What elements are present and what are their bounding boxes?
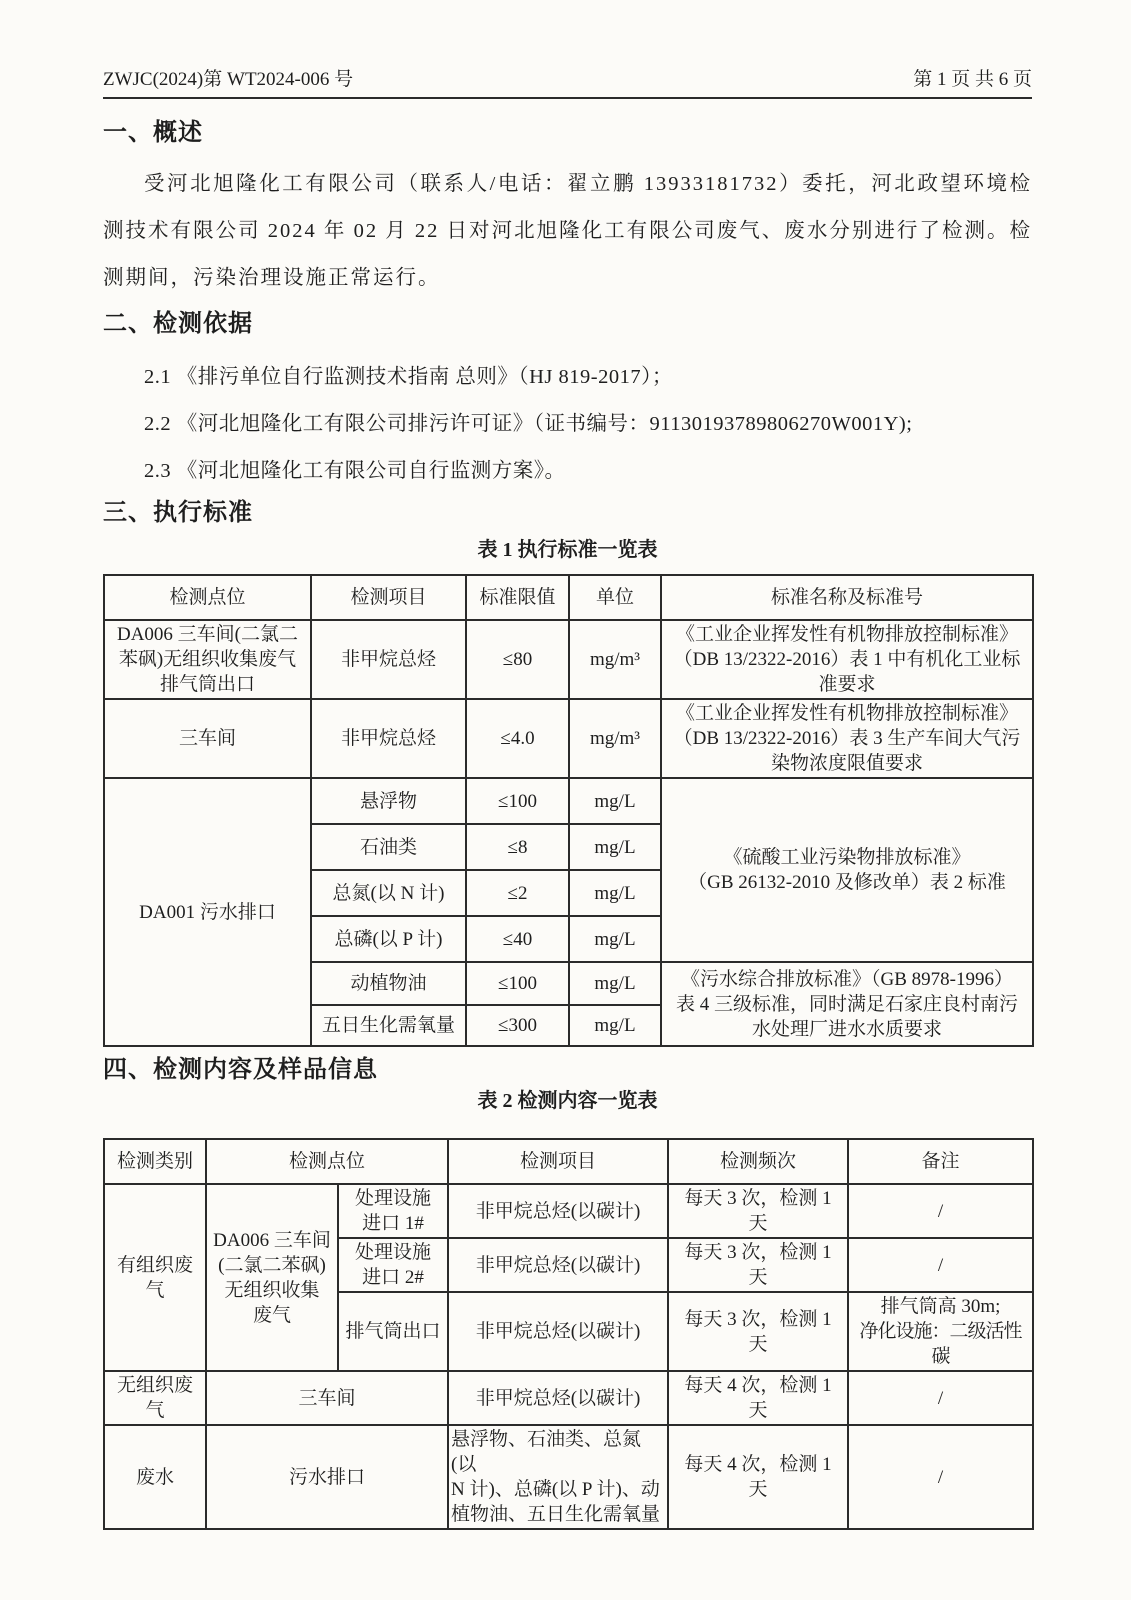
cell-remark: / bbox=[848, 1425, 1033, 1529]
text-line: 染物浓度限值要求 bbox=[770, 753, 923, 774]
text-line: DA006 三车间 bbox=[213, 1229, 331, 1251]
table-row bbox=[104, 1425, 1033, 1529]
cell-unit: mg/L bbox=[569, 824, 661, 870]
cell-item: 非甲烷总烃(以碳计) bbox=[448, 1184, 668, 1238]
cell-item: 石油类 bbox=[311, 824, 466, 870]
table1-caption: 表 1 执行标准一览表 bbox=[477, 539, 658, 561]
text-line: 表 4 三级标准，同时满足石家庄良村南污 bbox=[675, 993, 1018, 1015]
cell-item: 五日生化需氧量 bbox=[311, 1005, 466, 1046]
text-line: 《工业企业挥发性有机物排放控制标准》 bbox=[675, 624, 1018, 645]
cell-unit: mg/L bbox=[569, 870, 661, 916]
reference-item-2: 2.2 《河北旭隆化工有限公司排污许可证》（证书编号：91130193789806270W001Y); bbox=[144, 413, 913, 435]
cell-remark: / bbox=[848, 1371, 1033, 1425]
text-line: 《污水综合排放标准》（GB 8978-1996） bbox=[681, 968, 1013, 990]
cell-item: 总磷(以 P 计) bbox=[311, 916, 466, 962]
cell-limit: ≤2 bbox=[466, 870, 569, 916]
table2-content bbox=[103, 1138, 1034, 1530]
table-row bbox=[104, 1371, 1033, 1425]
cell-unit: mg/L bbox=[569, 916, 661, 962]
cell-category: 废水 bbox=[104, 1425, 206, 1529]
table2-header-row bbox=[104, 1139, 1033, 1184]
cell-item bbox=[448, 1425, 668, 1529]
doc-number: ZWJC(2024)第 WT2024-006 号 bbox=[103, 69, 354, 90]
cell-item: 非甲烷总烃(以碳计) bbox=[448, 1292, 668, 1371]
table-row bbox=[104, 620, 1033, 699]
cell-frequency: 每天 4 次，检测 1 天 bbox=[668, 1425, 848, 1529]
section1-paragraph: 受河北旭隆化工有限公司（联系人/电话：翟立鹏 13933181732）委托，河北政望环境检测技术有限公司 2024 年 02 月 22 日对河北旭隆化工有限公司废气、废水分别进行了检测。检测期间，污染治理设施正常运行。 bbox=[103, 173, 1032, 289]
text-line: 废气 bbox=[252, 1304, 291, 1326]
cell-sub-point bbox=[338, 1184, 448, 1238]
text-line: 处理设施 bbox=[355, 1188, 432, 1209]
text-line: 排气筒出口 bbox=[159, 674, 255, 695]
text-line: 无组织收集 bbox=[224, 1279, 320, 1301]
cell-point-main bbox=[206, 1184, 338, 1371]
cell-sub-point: 排气筒出口 bbox=[338, 1292, 448, 1371]
col-header-limit: 标准限值 bbox=[466, 575, 569, 620]
text-line: 《工业企业挥发性有机物排放控制标准》 bbox=[675, 703, 1018, 724]
cell-standard bbox=[661, 778, 1033, 962]
text-line: 植物油、五日生化需氧量 bbox=[451, 1504, 661, 1525]
text-line: 《硫酸工业污染物排放标准》 bbox=[723, 847, 971, 868]
text-line: 净化设施：二级活性碳 bbox=[859, 1321, 1022, 1367]
col-header-point: 检测点位 bbox=[104, 575, 311, 620]
cell-remark bbox=[848, 1292, 1033, 1371]
col-header-item: 检测项目 bbox=[448, 1139, 668, 1184]
cell-point: 三车间 bbox=[206, 1371, 448, 1425]
cell-unit: mg/L bbox=[569, 1005, 661, 1046]
col-header-standard: 标准名称及标准号 bbox=[661, 575, 1033, 620]
col-header-point: 检测点位 bbox=[206, 1139, 448, 1184]
text-line: 排气筒高 30m; bbox=[880, 1296, 1001, 1317]
cell-unit: mg/L bbox=[569, 778, 661, 824]
cell-unit: mg/L bbox=[569, 962, 661, 1005]
col-header-frequency: 检测频次 bbox=[668, 1139, 848, 1184]
section1-title: 一、概述 bbox=[103, 120, 203, 146]
cell-item: 非甲烷总烃 bbox=[311, 620, 466, 699]
text-line: 悬浮物、石油类、总氮(以 bbox=[451, 1429, 642, 1475]
text-line: （DB 13/2322-2016）表 1 中有机化工业标 bbox=[673, 649, 1021, 670]
text-line: (二氯二苯砜) bbox=[218, 1254, 326, 1276]
page-header bbox=[103, 68, 1032, 99]
cell-standard bbox=[661, 962, 1033, 1046]
cell-category: 有组织废气 bbox=[104, 1184, 206, 1371]
cell-limit: ≤300 bbox=[466, 1005, 569, 1046]
cell-standard bbox=[661, 620, 1033, 699]
text-line: 进口 1# bbox=[362, 1213, 424, 1234]
text-line: N 计)、总磷(以 P 计)、动 bbox=[451, 1479, 660, 1500]
col-header-unit: 单位 bbox=[569, 575, 661, 620]
cell-sub-point bbox=[338, 1238, 448, 1292]
table1-standards bbox=[103, 574, 1034, 1047]
cell-limit: ≤40 bbox=[466, 916, 569, 962]
table-row bbox=[104, 699, 1033, 778]
cell-remark: / bbox=[848, 1184, 1033, 1238]
text-line: 准要求 bbox=[818, 674, 876, 695]
section3-title: 三、执行标准 bbox=[103, 500, 253, 526]
cell-unit: mg/m³ bbox=[569, 699, 661, 778]
cell-remark: / bbox=[848, 1238, 1033, 1292]
cell-frequency: 每天 3 次，检测 1 天 bbox=[668, 1238, 848, 1292]
cell-frequency: 每天 3 次，检测 1 天 bbox=[668, 1292, 848, 1371]
reference-item-1: 2.1 《排污单位自行监测技术指南 总则》（HJ 819-2017）； bbox=[144, 366, 673, 388]
cell-item: 总氮(以 N 计) bbox=[311, 870, 466, 916]
text-line: （DB 13/2322-2016）表 3 生产车间大气污 bbox=[673, 728, 1021, 749]
cell-point: 污水排口 bbox=[206, 1425, 448, 1529]
reference-item-3: 2.3 《河北旭隆化工有限公司自行监测方案》。 bbox=[144, 460, 566, 482]
text-line: 水处理厂进水水质要求 bbox=[751, 1018, 942, 1040]
table-row bbox=[104, 1184, 1033, 1238]
cell-point bbox=[104, 620, 311, 699]
cell-item: 非甲烷总烃(以碳计) bbox=[448, 1238, 668, 1292]
text-line: 处理设施 bbox=[355, 1242, 432, 1263]
table-row bbox=[104, 778, 1033, 824]
table1-header-row bbox=[104, 575, 1033, 620]
cell-point: 三车间 bbox=[104, 699, 311, 778]
cell-standard bbox=[661, 699, 1033, 778]
page-indicator: 第 1 页 共 6 页 bbox=[913, 69, 1032, 90]
cell-unit: mg/m³ bbox=[569, 620, 661, 699]
table2-caption: 表 2 检测内容一览表 bbox=[477, 1090, 658, 1112]
cell-item: 非甲烷总烃 bbox=[311, 699, 466, 778]
cell-limit: ≤100 bbox=[466, 962, 569, 1005]
section4-title: 四、检测内容及样品信息 bbox=[103, 1057, 378, 1083]
cell-limit: ≤100 bbox=[466, 778, 569, 824]
cell-point-da001: DA001 污水排口 bbox=[104, 778, 311, 1046]
cell-item: 动植物油 bbox=[311, 962, 466, 1005]
cell-item: 悬浮物 bbox=[311, 778, 466, 824]
cell-category: 无组织废气 bbox=[104, 1371, 206, 1425]
reference-list bbox=[103, 354, 1032, 495]
cell-item: 非甲烷总烃(以碳计) bbox=[448, 1371, 668, 1425]
section2-title: 二、检测依据 bbox=[103, 311, 253, 337]
text-line: （GB 26132-2010 及修改单）表 2 标准 bbox=[688, 872, 1006, 893]
text-line: 进口 2# bbox=[362, 1267, 424, 1288]
col-header-item: 检测项目 bbox=[311, 575, 466, 620]
cell-limit: ≤8 bbox=[466, 824, 569, 870]
col-header-remark: 备注 bbox=[848, 1139, 1033, 1184]
cell-frequency: 每天 3 次，检测 1 天 bbox=[668, 1184, 848, 1238]
cell-limit: ≤4.0 bbox=[466, 699, 569, 778]
cell-frequency: 每天 4 次，检测 1 天 bbox=[668, 1371, 848, 1425]
col-header-category: 检测类别 bbox=[104, 1139, 206, 1184]
text-line: DA006 三车间(二氯二 bbox=[116, 624, 299, 645]
cell-limit: ≤80 bbox=[466, 620, 569, 699]
text-line: 苯砜)无组织收集废气 bbox=[118, 649, 297, 670]
